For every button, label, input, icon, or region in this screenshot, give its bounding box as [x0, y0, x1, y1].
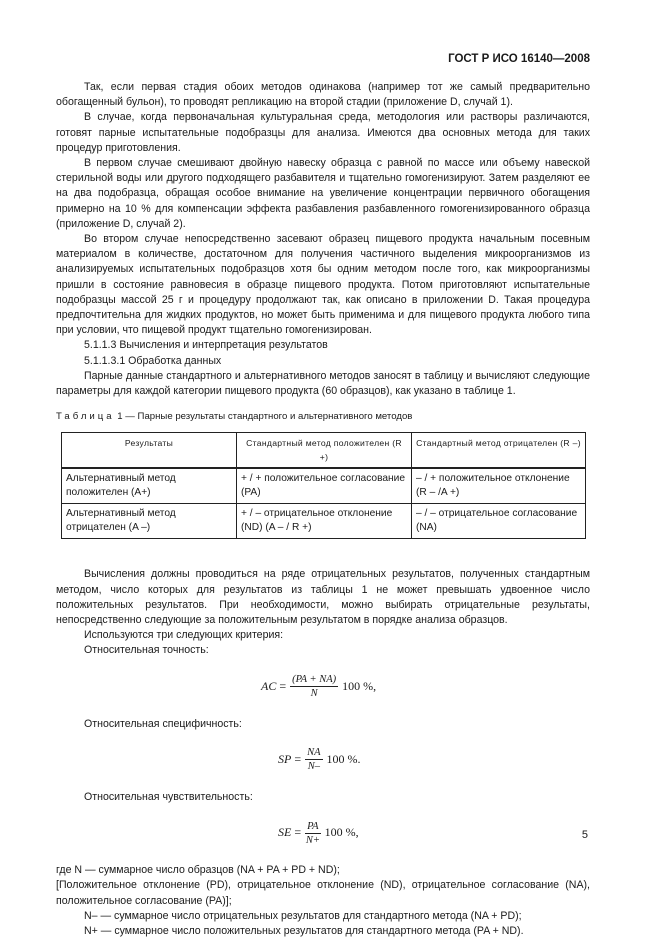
paragraph-1: Так, если первая стадия обоих методов одинакова (например тот же самый предварительно обогащенный бульон), то проводят репликацию на второй стадии (приложение D, случай 1).: [56, 81, 590, 109]
table-caption-word: Таблица: [56, 411, 115, 423]
table-caption: [56, 409, 590, 424]
table-cell: Альтернативный метод отрицателен (A –): [62, 504, 237, 539]
paragraph-6: Вычисления должны проводиться на ряде отрицательных результатов, полученных стандартным методом, число которых для результатов из таблицы 1 не может превышать удвоенное число положительных результатов. При необходимости, можно выбирать отрицательные результаты, непосредственно следующие за положительным результатом в порядке анализа образцов.: [56, 568, 590, 627]
results-table: [61, 432, 586, 539]
formula-label-specificity: Относительная специфичность:: [84, 717, 242, 730]
table-cell: + / – отрицательное отклонение (ND) (A – / R +): [237, 504, 412, 539]
paragraph-3: В первом случае смешивают двойную навеску образца с равной по массе или объему навеской стерильной воды или другого подходящего разбавителя и тщательно гомогенизируют. Затем разделяют ее на два подобразца, обращая особое внимание на увеличение концентрации первичного обогащения примерно на 10 % для компенсации эффекта разбавления разбавленного гомогенизированного образца (приложение D, случай 2).: [56, 157, 590, 230]
formula-lhs: AC: [261, 679, 277, 694]
table-cell: – / – отрицательное согласование (NA): [412, 504, 586, 539]
formula-label-sensitivity: Относительная чувствительность:: [84, 790, 253, 803]
formula-specificity: SP = $\frac{NA}{N-}$ 100 %.: [278, 747, 361, 773]
table-caption-title: 1 — Парные результаты стандартного и альтернативного методов: [117, 411, 413, 423]
clause-heading-5-1-1-3: 5.1.1.3 Вычисления и интерпретация результатов: [84, 339, 328, 352]
formula-denominator: N: [310, 688, 318, 700]
definition-line: N– — суммарное число отрицательных результатов для стандартного метода (NA + PD);: [84, 909, 522, 922]
formula-multiplier: 100 %.: [326, 752, 361, 767]
formula-multiplier: 100 %,: [342, 679, 377, 694]
formula-numerator: (PA + NA): [292, 674, 337, 686]
clause-heading-5-1-1-3-1: 5.1.1.3.1 Обработка данных: [84, 354, 222, 367]
page-body: [56, 80, 590, 939]
table-cell: Альтернативный метод положителен (A+): [62, 468, 237, 504]
paragraph-7: Используются три следующих критерия:: [84, 629, 284, 642]
formula-multiplier: 100 %,: [324, 825, 359, 840]
formula-label-accuracy: Относительная точность:: [84, 644, 209, 657]
definition-line: N+ — суммарное число положительных результатов для стандартного метода (PA + ND).: [84, 924, 524, 937]
table-header-row: [62, 433, 586, 469]
formula-numerator: PA: [307, 820, 319, 832]
formula-denominator: N+: [305, 834, 320, 846]
table-cell: + / + положительное согласование (PA): [237, 468, 412, 504]
definition-line: где N — суммарное число образцов (NA + PA + PD + ND);: [56, 864, 340, 877]
formula-lhs: SP: [278, 752, 292, 767]
definitions: [56, 863, 590, 939]
definition-line: [Положительное отклонение (PD), отрицательное отклонение (ND), отрицательное согласование (NA), положительное согласование (PA)];: [56, 879, 590, 907]
formula-denominator: N–: [307, 761, 320, 773]
formula-lhs: SE: [278, 825, 292, 840]
table-header-cell: Результаты: [62, 433, 237, 469]
table-header-cell: Стандартный метод отрицателен (R –): [412, 433, 586, 469]
paragraph-4: Во втором случае непосредственно засевают образец пищевого продукта начальным посевным материалом в количестве, достаточном для получения частичного выделения микроорганизмов из анализируемых испытательных подобразцов хотя бы одним методом после того, как микроорганизмы пришли в состояние равновесия в образце пищевого продукта. Потом приготовляют испытательные подобразцы массой 25 г и процедуру продолжают так, как описано в приложении D. Такая процедура предпочтительна для жидких продуктов, но может быть применима и для пищевого продукта любого типа при условии, что пищевой продукт тщательно гомогенизирован.: [56, 233, 590, 337]
formula-accuracy: AC = $\frac{(PA + NA)}{N}$ 100 %,: [261, 674, 377, 700]
table-row: [62, 504, 586, 539]
table-header-cell: Стандартный метод положителен (R +): [237, 433, 412, 469]
paragraph-5: Парные данные стандартного и альтернативного методов заносят в таблицу и вычисляют следующие параметры для каждой категории пищевого продукта (60 образцов), как указано в таблице 1.: [56, 369, 590, 398]
page-number: 5: [581, 829, 588, 841]
paragraph-2: В случае, когда первоначальная культуральная среда, методология или растворы различаются, готовят парные испытательные подобразцы для анализа. Имеются два основных метода для таких процедур приготовления.: [56, 111, 590, 154]
formula-numerator: NA: [307, 747, 321, 759]
table-row: [62, 468, 586, 504]
table-cell: – / + положительное отклонение (R – /A +): [412, 468, 586, 504]
document-header: ГОСТ Р ИСО 16140—2008: [448, 53, 590, 65]
formula-sensitivity: SE = $\frac{PA}{N+}$ 100 %,: [278, 820, 359, 846]
